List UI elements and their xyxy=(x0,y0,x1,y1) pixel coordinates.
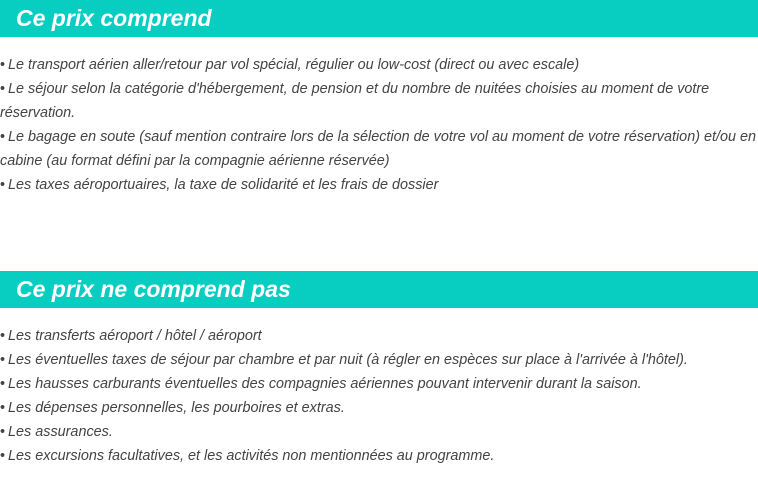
bullet-icon: • xyxy=(0,352,6,368)
list-item xyxy=(0,396,756,420)
bullet-icon: • xyxy=(0,81,6,97)
list-item xyxy=(0,125,756,173)
list-item-text: Les assurances. xyxy=(8,424,113,440)
bullet-icon: • xyxy=(0,448,6,464)
bullet-icon: • xyxy=(0,376,6,392)
bullet-icon: • xyxy=(0,57,6,73)
list-item xyxy=(0,348,756,372)
list-item xyxy=(0,420,756,444)
list-item-text: Les excursions facultatives, et les activités non mentionnées au programme. xyxy=(8,448,495,464)
list-item xyxy=(0,173,756,197)
list-item xyxy=(0,53,756,77)
bullet-icon: • xyxy=(0,424,6,440)
list-item-text: Le séjour selon la catégorie d'hébergement, de pension et du nombre de nuitées choisies au moment de votre réservation. xyxy=(0,81,710,121)
bullet-icon: • xyxy=(0,400,6,416)
section-title-excludes: Ce prix ne comprend pas xyxy=(0,271,758,308)
list-item-text: Le transport aérien aller/retour par vol spécial, régulier ou low-cost (direct ou avec escale) xyxy=(8,57,580,73)
list-item xyxy=(0,324,756,348)
list-item-text: Les hausses carburants éventuelles des compagnies aériennes pouvant intervenir durant la saison. xyxy=(8,376,642,392)
list-item-text: Les éventuelles taxes de séjour par chambre et par nuit (à régler en espèces sur place à l'arrivée à l'hôtel). xyxy=(8,352,688,368)
bullet-icon: • xyxy=(0,328,6,344)
list-item-text: Les taxes aéroportuaires, la taxe de solidarité et les frais de dossier xyxy=(8,177,439,193)
excludes-list xyxy=(0,324,756,468)
list-item-text: Le bagage en soute (sauf mention contraire lors de la sélection de votre vol au moment de votre réservation) et/ou en cabine (au format défini par la compagnie aérienne réservée) xyxy=(0,129,756,169)
bullet-icon: • xyxy=(0,129,6,145)
list-item-text: Les transferts aéroport / hôtel / aéroport xyxy=(8,328,262,344)
section-title-includes: Ce prix comprend xyxy=(0,0,758,37)
list-item xyxy=(0,444,756,468)
list-item-text: Les dépenses personnelles, les pourboires et extras. xyxy=(8,400,345,416)
includes-list xyxy=(0,53,756,197)
bullet-icon: • xyxy=(0,177,6,193)
list-item xyxy=(0,77,756,125)
list-item xyxy=(0,372,756,396)
